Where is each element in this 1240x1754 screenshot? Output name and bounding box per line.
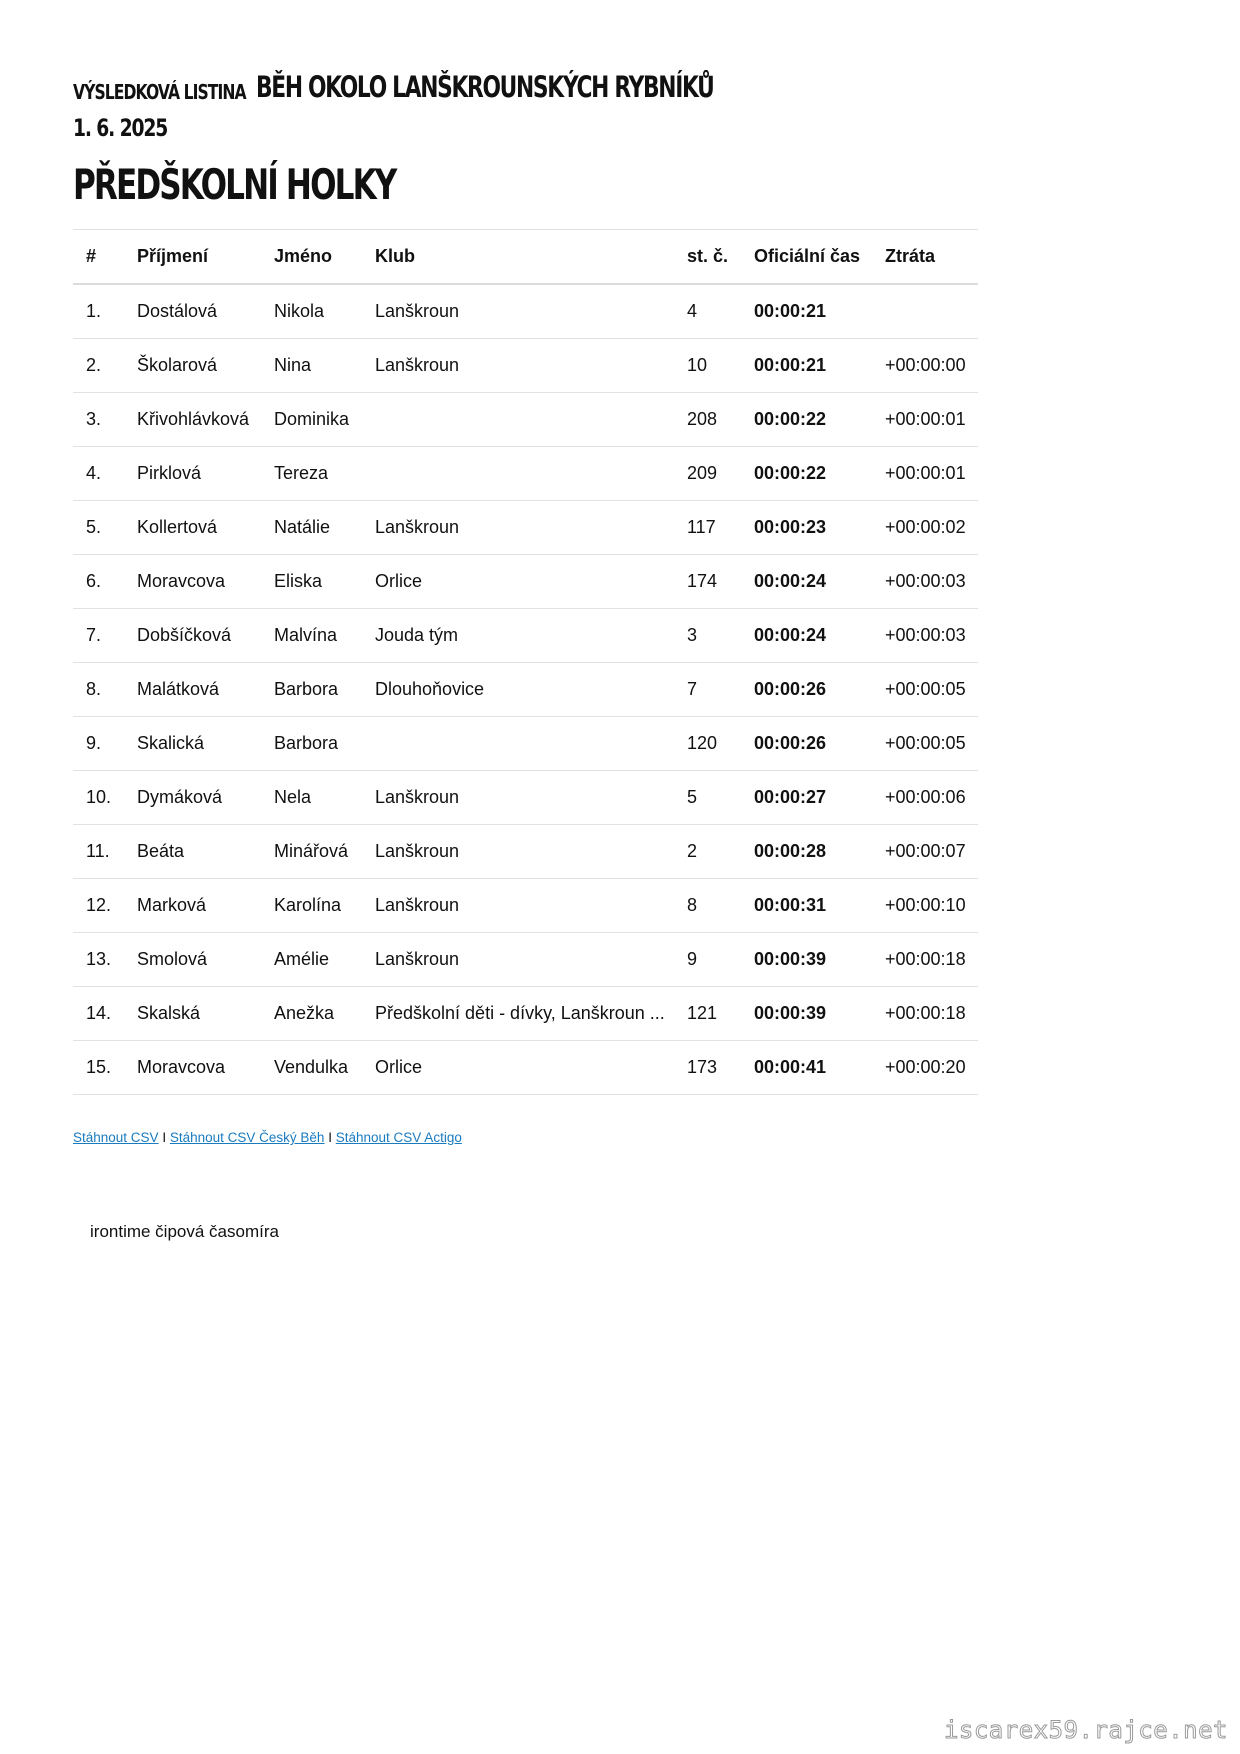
cell-bib: 8: [674, 879, 741, 933]
cell-surname: Malátková: [124, 663, 261, 717]
cell-loss: +00:00:03: [872, 609, 978, 663]
table-row: [73, 555, 978, 609]
cell-loss: +00:00:01: [872, 447, 978, 501]
cell-loss: +00:00:02: [872, 501, 978, 555]
cell-first-name: Karolína: [261, 879, 362, 933]
cell-surname: Moravcova: [124, 555, 261, 609]
cell-loss: +00:00:05: [872, 717, 978, 771]
cell-bib: 121: [674, 987, 741, 1041]
cell-bib: 209: [674, 447, 741, 501]
cell-surname: Smolová: [124, 933, 261, 987]
cell-surname: Moravcova: [124, 1041, 261, 1095]
download-links: [73, 1130, 978, 1145]
cell-surname: Křivohlávková: [124, 393, 261, 447]
cell-official-time: 00:00:41: [741, 1041, 872, 1095]
cell-surname: Kollertová: [124, 501, 261, 555]
column-header-first-name: Jméno: [261, 230, 362, 285]
table-row: [73, 825, 978, 879]
table-header-row: [73, 230, 978, 285]
cell-official-time: 00:00:24: [741, 609, 872, 663]
cell-bib: 117: [674, 501, 741, 555]
table-row: [73, 879, 978, 933]
results-table: [73, 229, 978, 1095]
table-row: [73, 933, 978, 987]
cell-club: Předškolní děti - dívky, Lanškroun ...: [362, 987, 674, 1041]
cell-loss: +00:00:05: [872, 663, 978, 717]
cell-first-name: Barbora: [261, 663, 362, 717]
cell-loss: +00:00:01: [872, 393, 978, 447]
cell-surname: Marková: [124, 879, 261, 933]
table-row: [73, 501, 978, 555]
cell-official-time: 00:00:31: [741, 879, 872, 933]
cell-rank: 14.: [73, 987, 124, 1041]
cell-first-name: Tereza: [261, 447, 362, 501]
cell-rank: 8.: [73, 663, 124, 717]
cell-official-time: 00:00:24: [741, 555, 872, 609]
cell-club: [362, 717, 674, 771]
table-row: [73, 771, 978, 825]
download-csv-link[interactable]: Stáhnout CSV: [73, 1130, 159, 1145]
cell-first-name: Vendulka: [261, 1041, 362, 1095]
cell-bib: 120: [674, 717, 741, 771]
cell-first-name: Eliska: [261, 555, 362, 609]
cell-surname: Dostálová: [124, 284, 261, 339]
cell-first-name: Amélie: [261, 933, 362, 987]
results-body: [73, 284, 978, 1095]
cell-club: Lanškroun: [362, 933, 674, 987]
cell-club: Orlice: [362, 1041, 674, 1095]
cell-rank: 15.: [73, 1041, 124, 1095]
table-row: [73, 717, 978, 771]
cell-first-name: Malvína: [261, 609, 362, 663]
cell-club: [362, 447, 674, 501]
cell-official-time: 00:00:26: [741, 717, 872, 771]
event-name: BĚH OKOLO LANŠKROUNSKÝCH RYBNÍKŮ: [256, 70, 714, 104]
download-csv-actigo-link[interactable]: Stáhnout CSV Actigo: [335, 1130, 462, 1145]
cell-official-time: 00:00:26: [741, 663, 872, 717]
column-header-loss: Ztráta: [872, 230, 978, 285]
cell-bib: 173: [674, 1041, 741, 1095]
cell-surname: Skalická: [124, 717, 261, 771]
cell-club: Jouda tým: [362, 609, 674, 663]
cell-first-name: Minářová: [261, 825, 362, 879]
category-title: PŘEDŠKOLNÍ HOLKY: [73, 160, 396, 209]
table-row: [73, 339, 978, 393]
cell-bib: 7: [674, 663, 741, 717]
cell-rank: 13.: [73, 933, 124, 987]
cell-surname: Pirklová: [124, 447, 261, 501]
table-row: [73, 609, 978, 663]
cell-rank: 11.: [73, 825, 124, 879]
cell-bib: 208: [674, 393, 741, 447]
cell-rank: 4.: [73, 447, 124, 501]
cell-loss: [872, 284, 978, 339]
cell-first-name: Anežka: [261, 987, 362, 1041]
table-row: [73, 1041, 978, 1095]
cell-rank: 5.: [73, 501, 124, 555]
cell-loss: +00:00:00: [872, 339, 978, 393]
cell-loss: +00:00:20: [872, 1041, 978, 1095]
cell-official-time: 00:00:39: [741, 987, 872, 1041]
cell-rank: 2.: [73, 339, 124, 393]
cell-official-time: 00:00:22: [741, 447, 872, 501]
watermark: iscarex59.rajce.net: [943, 1716, 1228, 1744]
cell-rank: 3.: [73, 393, 124, 447]
cell-official-time: 00:00:23: [741, 501, 872, 555]
cell-loss: +00:00:18: [872, 933, 978, 987]
cell-loss: +00:00:07: [872, 825, 978, 879]
title-prefix: VÝSLEDKOVÁ LISTINA: [73, 80, 246, 104]
cell-club: Lanškroun: [362, 771, 674, 825]
event-date: 1. 6. 2025: [73, 114, 168, 142]
column-header-surname: Příjmení: [124, 230, 261, 285]
cell-official-time: 00:00:21: [741, 284, 872, 339]
cell-rank: 6.: [73, 555, 124, 609]
cell-loss: +00:00:06: [872, 771, 978, 825]
cell-club: Dlouhoňovice: [362, 663, 674, 717]
cell-bib: 2: [674, 825, 741, 879]
cell-club: Lanškroun: [362, 284, 674, 339]
cell-club: Lanškroun: [362, 879, 674, 933]
cell-loss: +00:00:10: [872, 879, 978, 933]
cell-loss: +00:00:18: [872, 987, 978, 1041]
table-row: [73, 987, 978, 1041]
cell-surname: Skalská: [124, 987, 261, 1041]
table-row: [73, 447, 978, 501]
link-separator: I: [162, 1130, 167, 1145]
cell-first-name: Dominika: [261, 393, 362, 447]
table-row: [73, 393, 978, 447]
cell-rank: 7.: [73, 609, 124, 663]
cell-club: Lanškroun: [362, 339, 674, 393]
column-header-bib: st. č.: [674, 230, 741, 285]
cell-bib: 10: [674, 339, 741, 393]
cell-club: Lanškroun: [362, 501, 674, 555]
download-csv-cesky-beh-link[interactable]: Stáhnout CSV Český Běh: [169, 1130, 325, 1145]
results-page: [73, 60, 978, 1145]
cell-first-name: Nina: [261, 339, 362, 393]
cell-first-name: Barbora: [261, 717, 362, 771]
cell-surname: Školarová: [124, 339, 261, 393]
table-row: [73, 284, 978, 339]
cell-rank: 1.: [73, 284, 124, 339]
table-row: [73, 663, 978, 717]
cell-official-time: 00:00:39: [741, 933, 872, 987]
cell-official-time: 00:00:21: [741, 339, 872, 393]
column-header-rank: #: [73, 230, 124, 285]
cell-loss: +00:00:03: [872, 555, 978, 609]
cell-rank: 9.: [73, 717, 124, 771]
cell-official-time: 00:00:27: [741, 771, 872, 825]
link-separator: I: [328, 1130, 332, 1145]
footer-text: irontime čipová časomíra: [90, 1222, 279, 1241]
cell-first-name: Nela: [261, 771, 362, 825]
cell-first-name: Natálie: [261, 501, 362, 555]
cell-official-time: 00:00:28: [741, 825, 872, 879]
cell-club: Orlice: [362, 555, 674, 609]
column-header-official-time: Oficiální čas: [741, 230, 872, 285]
cell-club: Lanškroun: [362, 825, 674, 879]
cell-official-time: 00:00:22: [741, 393, 872, 447]
cell-first-name: Nikola: [261, 284, 362, 339]
cell-surname: Dobšíčková: [124, 609, 261, 663]
cell-club: [362, 393, 674, 447]
cell-bib: 174: [674, 555, 741, 609]
cell-bib: 3: [674, 609, 741, 663]
column-header-club: Klub: [362, 230, 674, 285]
cell-bib: 4: [674, 284, 741, 339]
page-title: [73, 60, 978, 104]
cell-bib: 5: [674, 771, 741, 825]
cell-surname: Dymáková: [124, 771, 261, 825]
cell-bib: 9: [674, 933, 741, 987]
cell-rank: 12.: [73, 879, 124, 933]
cell-rank: 10.: [73, 771, 124, 825]
cell-surname: Beáta: [124, 825, 261, 879]
